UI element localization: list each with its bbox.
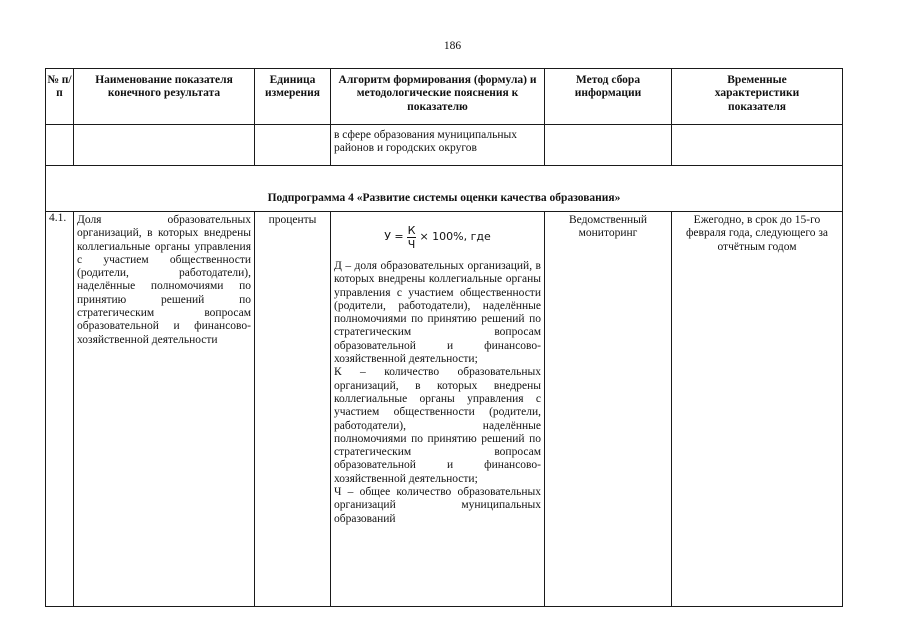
algorithm-paragraph-ch: Ч – общее количество образовательных организаций муниципальных образований: [334, 486, 541, 525]
subprogram-row: [46, 166, 843, 212]
cont-num-cell: [46, 125, 74, 166]
row-number: 4.1.: [46, 212, 74, 607]
indicator-row: [46, 212, 843, 607]
cont-method-cell: [545, 125, 672, 166]
row-method: Ведомственный мониторинг: [545, 212, 672, 607]
indicator-table: [45, 68, 843, 607]
continuation-row: [46, 125, 843, 166]
header-unit: Единица измерения: [255, 69, 331, 125]
formula-lhs: У =: [384, 230, 404, 244]
algorithm-paragraph-k: К – количество образовательных организаций, в которых внедрены коллегиальные органы управления с участием общественности (родители, работодатели), наделённые полномочиями по принятию решений по стратегическим вопросам образовательной и финансово-хозяйственной деятельности;: [334, 366, 541, 485]
cont-algorithm-cell: в сфере образования муниципальных районов и городских округов: [331, 125, 545, 166]
cont-timing-cell: [672, 125, 843, 166]
subprogram-title: Подпрограмма 4 «Развитие системы оценки качества образования»: [46, 166, 843, 212]
formula-fraction: [407, 224, 417, 251]
page-number: 186: [443, 40, 462, 52]
row-algorithm: [331, 212, 545, 607]
header-algorithm: Алгоритм формирования (формула) и методологические пояснения к показателю: [331, 69, 545, 125]
row-unit: проценты: [255, 212, 331, 607]
header-method: Метод сбора информации: [545, 69, 672, 125]
row-timing: Ежегодно, в срок до 15-го февраля года, следующего за отчётным годом: [672, 212, 843, 607]
formula-rhs: × 100%, где: [419, 230, 491, 244]
formula: [334, 214, 541, 260]
header-num: № п/п: [46, 69, 74, 125]
algorithm-paragraph-d: Д – доля образовательных организаций, в которых внедрены коллегиальные органы управления с участием общественности (родители, работодатели), наделённые полномочиями по принятию решений по стратегическим вопросам образовательной и финансово-хозяйственной деятельности;: [334, 260, 541, 366]
cont-name-cell: [74, 125, 255, 166]
header-row: [46, 69, 843, 125]
formula-numerator: К: [407, 223, 416, 237]
header-name: Наименование показателя конечного результата: [74, 69, 255, 125]
formula-denominator: Ч: [407, 237, 416, 251]
cont-unit-cell: [255, 125, 331, 166]
header-timing: Временные характеристики показателя: [672, 69, 843, 125]
row-name: Доля образовательных организаций, в которых внедрены коллегиальные органы управления с участием общественности (родители, работодатели), наделённые полномочиями по принятию решений по стратегическим вопросам образовательной и финансово-хозяйственной деятельности: [74, 212, 255, 607]
